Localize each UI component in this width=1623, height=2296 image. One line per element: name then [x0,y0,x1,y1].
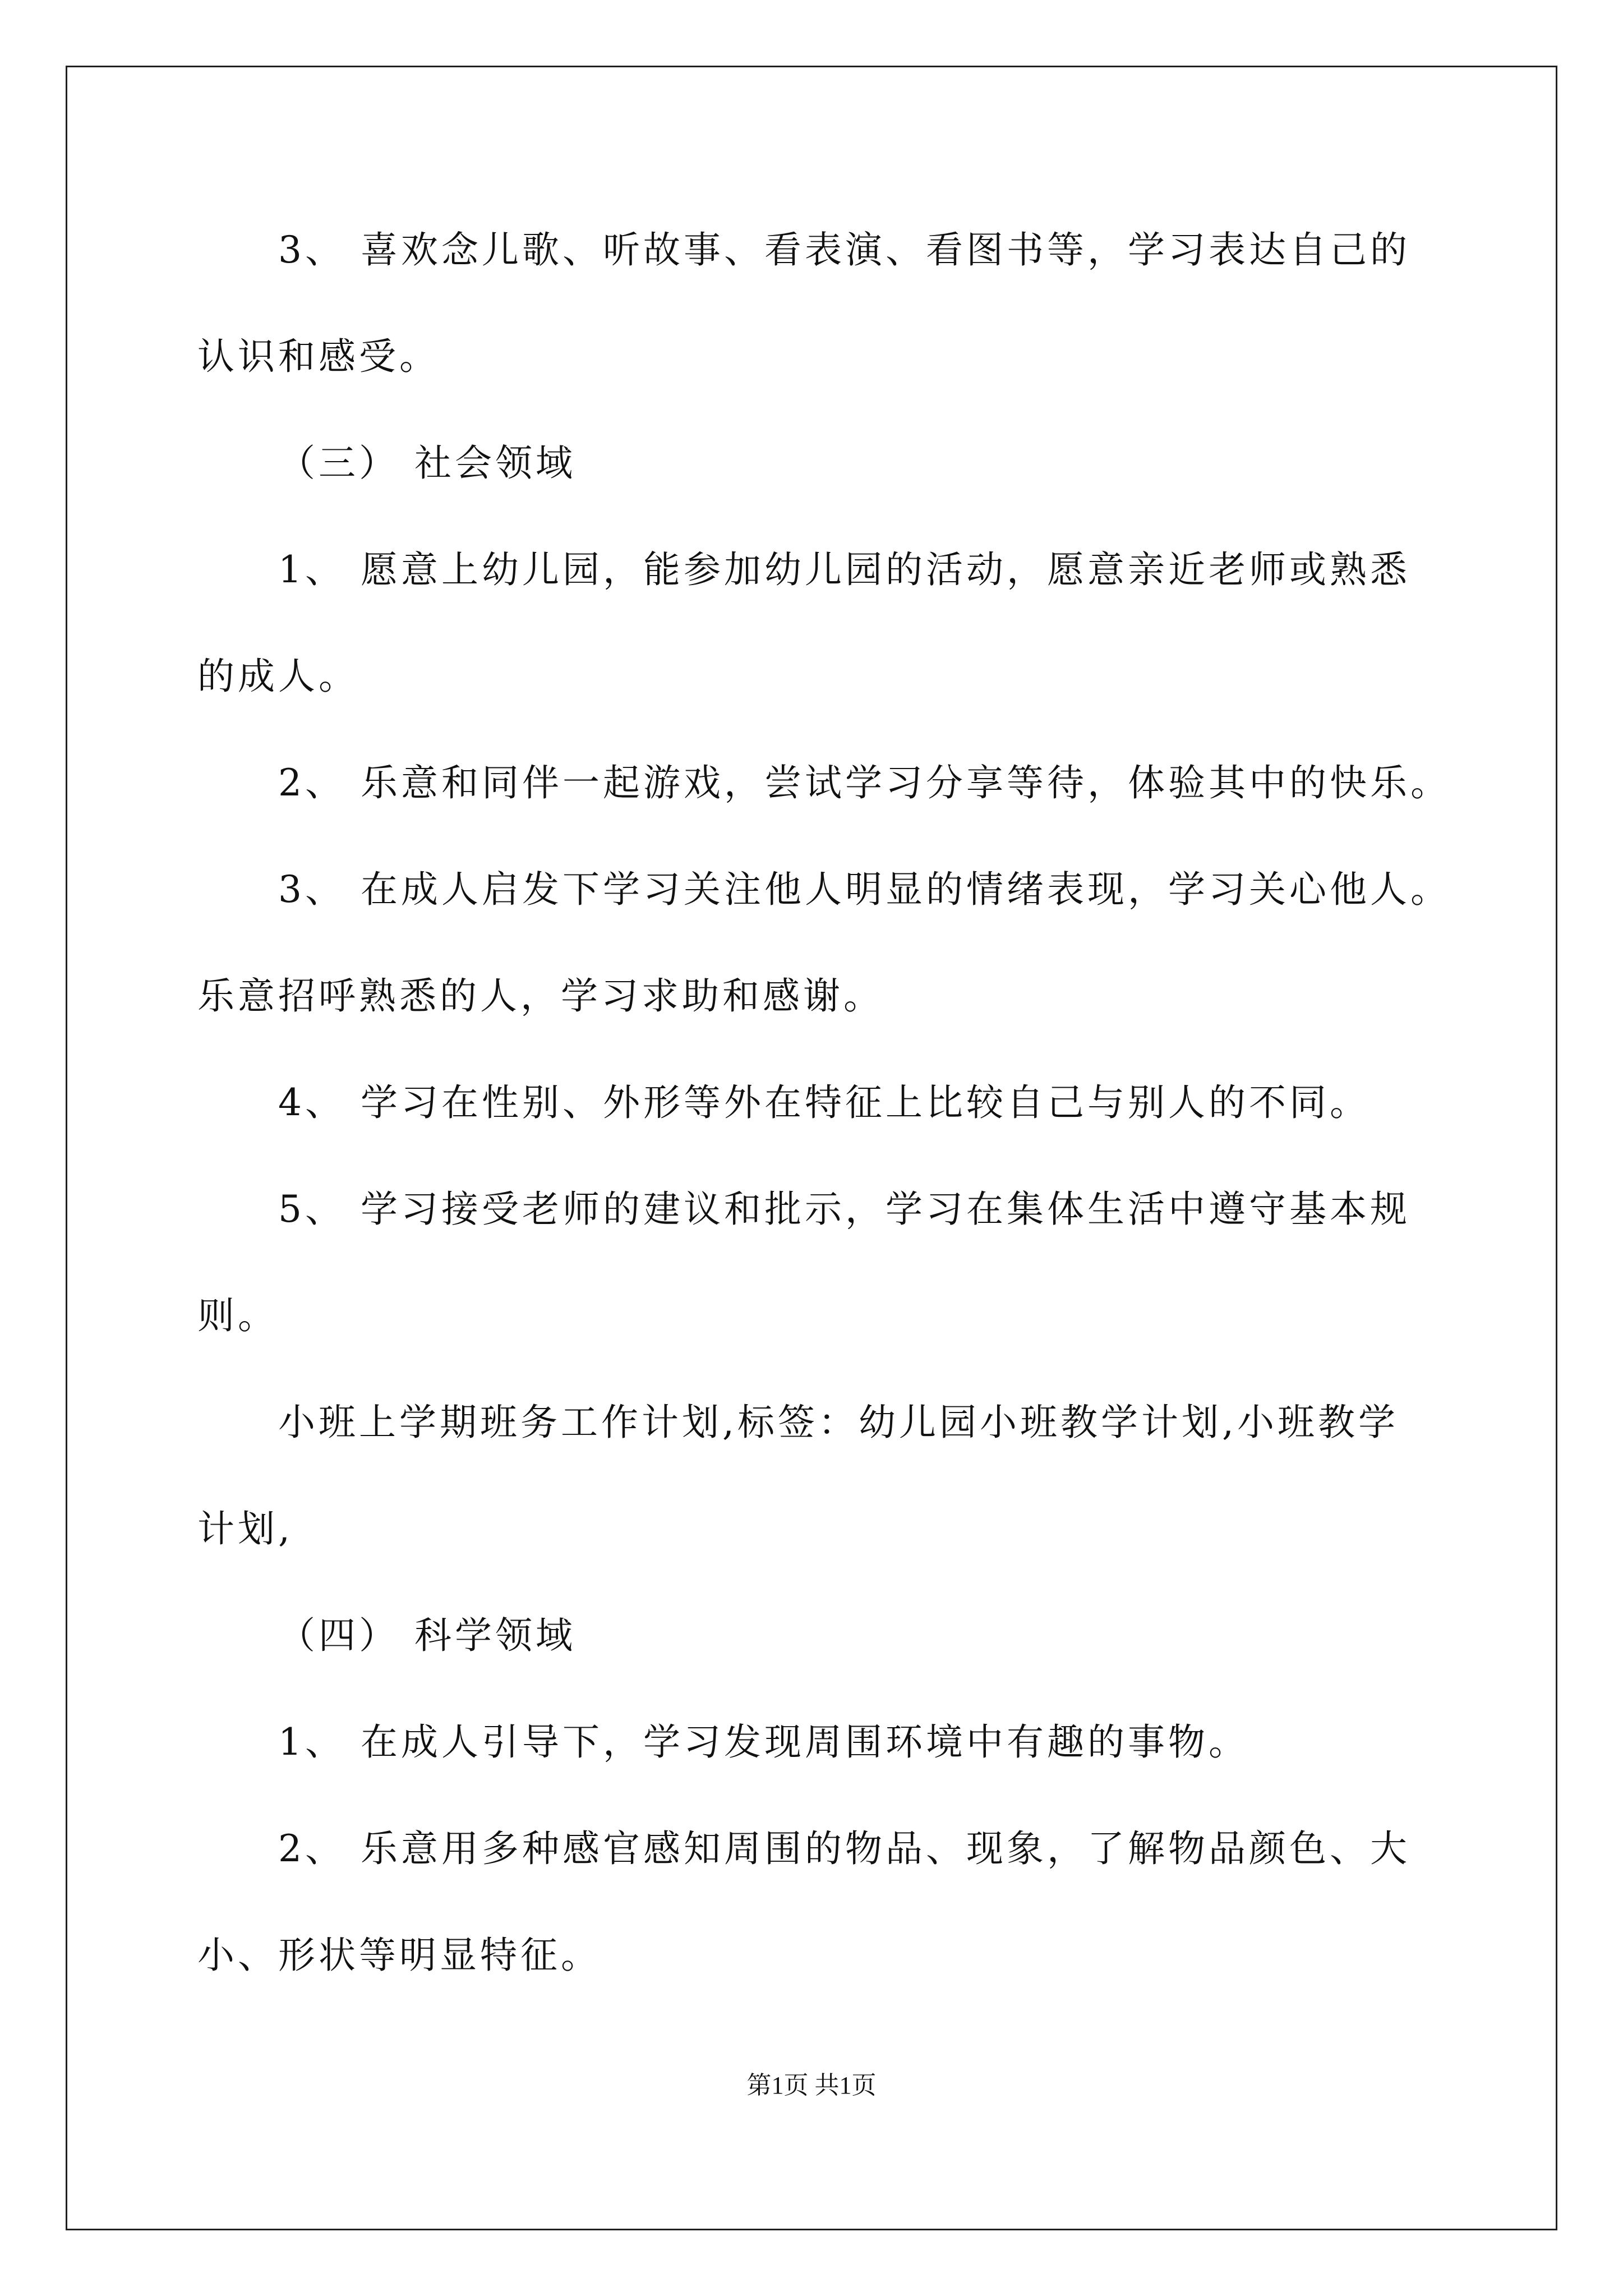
paragraph-line: 3、 喜欢念儿歌、听故事、看表演、看图书等，学习表达自己的 [278,228,1410,272]
paragraph-line: 小、形状等明显特征。 [197,1934,601,1977]
paragraph-line: 2、 乐意用多种感官感知周围的物品、现象，了解物品颜色、大 [278,1827,1410,1870]
paragraph-line: 则。 [197,1294,278,1337]
paragraph-line: 小班上学期班务工作计划,标签：幼儿园小班教学计划,小班教学 [278,1401,1399,1444]
paragraph-line: 认识和感受。 [197,335,440,378]
page-number-footer: 第1页 共1页 [746,2072,877,2099]
section-heading: （四） 科学领域 [278,1614,576,1657]
paragraph-line: 2、 乐意和同伴一起游戏，尝试学习分享等待，体验其中的快乐。 [278,761,1451,804]
paragraph-line: 1、 在成人引导下，学习发现周围环境中有趣的事物。 [278,1720,1249,1764]
paragraph-line: 计划, [197,1507,293,1550]
paragraph-line: 4、 学习在性别、外形等外在特征上比较自己与别人的不同。 [278,1081,1370,1124]
section-heading: （三） 社会领域 [278,441,576,485]
paragraph-line: 3、 在成人启发下学习关注他人明显的情绪表现，学习关心他人。 [278,868,1451,911]
paragraph-line: 1、 愿意上幼儿园，能参加幼儿园的活动，愿意亲近老师或熟悉 [278,548,1410,591]
paragraph-line: 乐意招呼熟悉的人，学习求助和感谢。 [197,974,884,1018]
page-border [66,66,1557,2230]
paragraph-line: 的成人。 [197,655,359,698]
paragraph-line: 5、 学习接受老师的建议和批示，学习在集体生活中遵守基本规 [278,1188,1410,1231]
